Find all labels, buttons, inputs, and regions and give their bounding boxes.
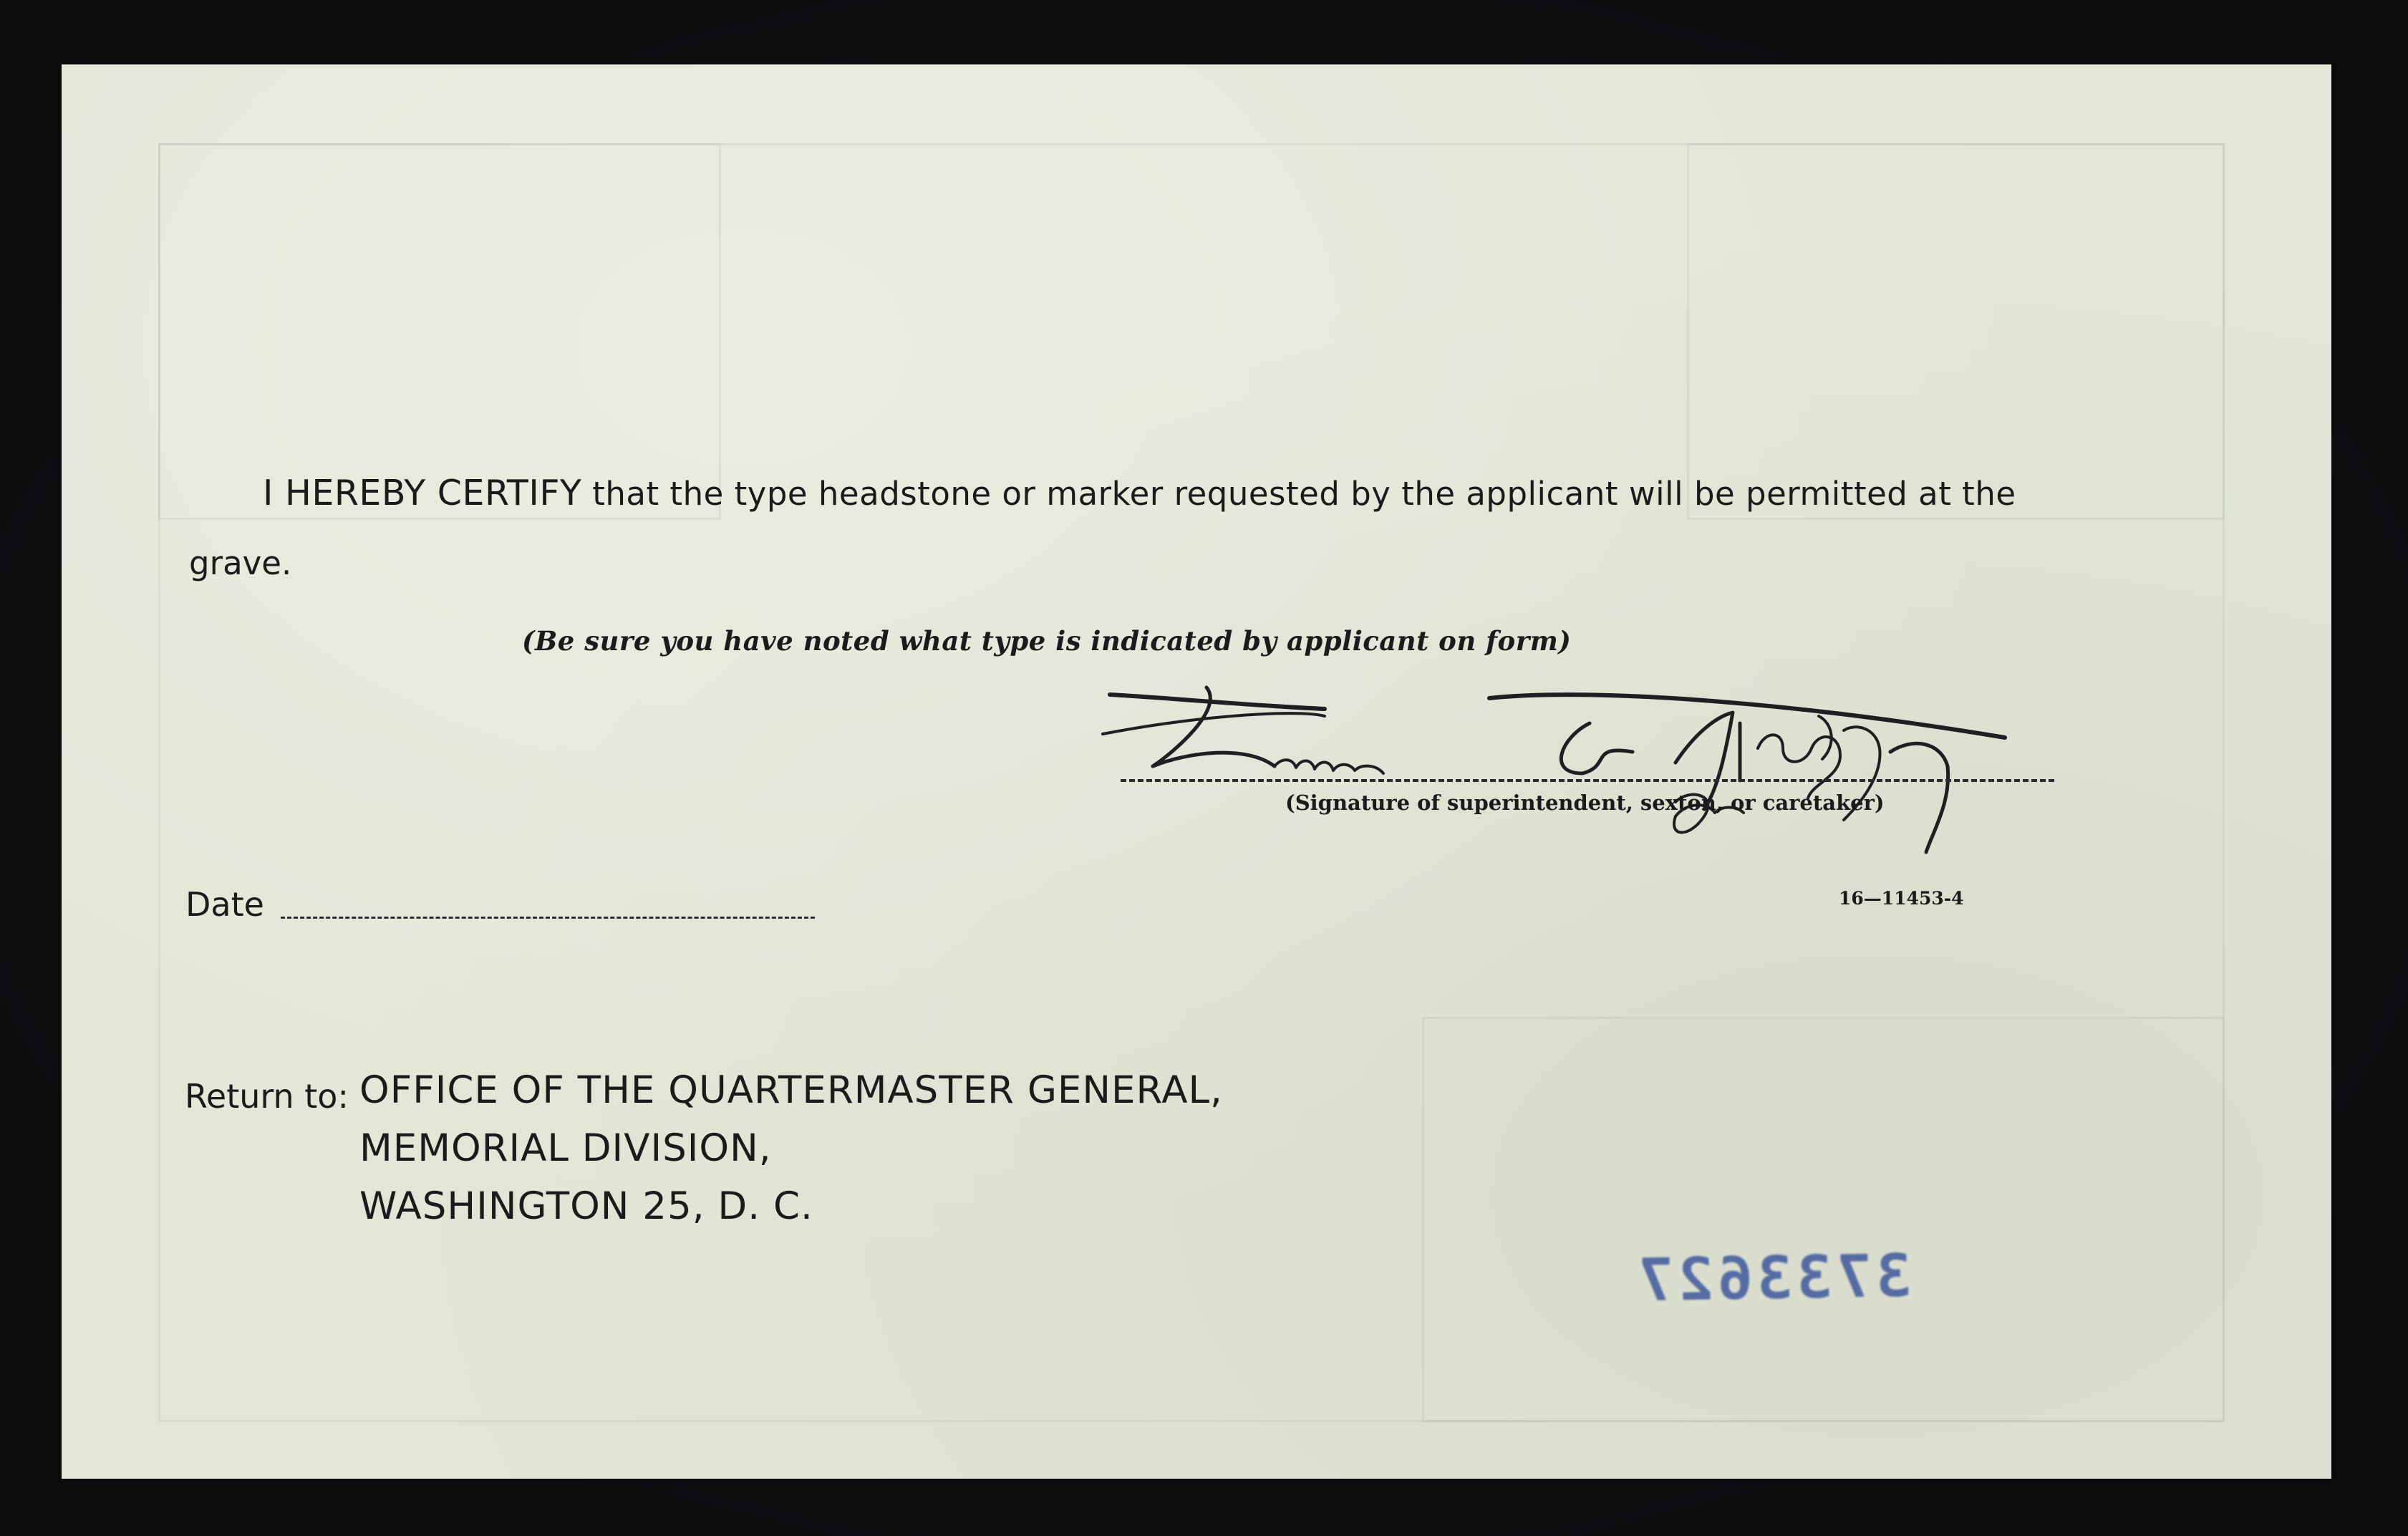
certification-statement-tail: grave. — [189, 544, 292, 582]
bleed-through-box — [1687, 143, 2225, 520]
bleed-through-box — [1422, 1017, 2225, 1422]
address-line-2: MEMORIAL DIVISION, — [359, 1126, 772, 1170]
certify-rest: that the type headstone or marker requested by the applicant will be permitted at the — [581, 475, 2016, 513]
address-line-3: WASHINGTON 25, D. C. — [359, 1184, 813, 1228]
date-label: Date — [185, 885, 264, 924]
certify-lead: I HEREBY CERTIFY — [263, 473, 582, 513]
instruction-note: (Be sure you have noted what type is indicated by applicant on form) — [522, 625, 1572, 657]
form-number: 16—11453-4 — [1839, 888, 1964, 909]
certification-statement — [263, 473, 2016, 513]
stamped-serial-number: 3733627 — [1633, 1242, 1913, 1315]
address-line-1: OFFICE OF THE QUARTERMASTER GENERAL, — [359, 1068, 1223, 1112]
signature-line — [1121, 779, 2054, 782]
bleed-through-box — [158, 143, 721, 520]
return-to-label: Return to: — [185, 1077, 349, 1116]
handwritten-signature — [1088, 666, 2055, 881]
signature-caption: (Signature of superintendent, sexton, or caretaker) — [1285, 791, 1885, 815]
date-line — [281, 917, 815, 919]
